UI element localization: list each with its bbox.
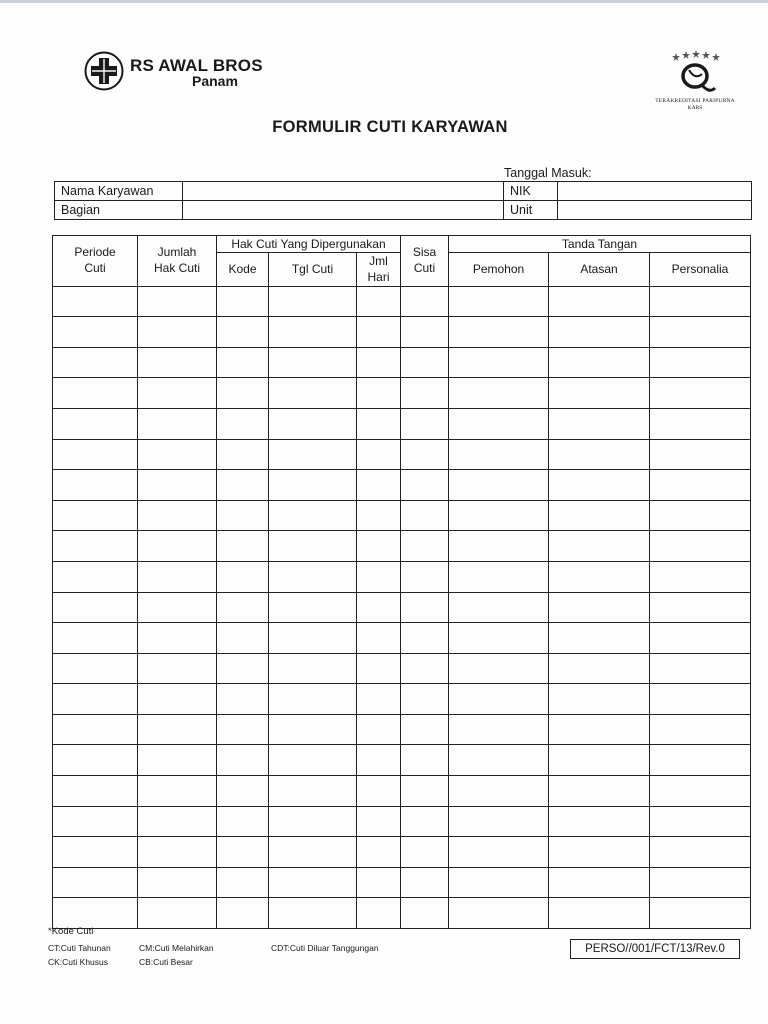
cell-jml-hari[interactable]: [357, 347, 401, 378]
cell-jml-hari[interactable]: [357, 378, 401, 409]
cell-pemohon[interactable]: [449, 867, 549, 898]
cell-pemohon[interactable]: [449, 347, 549, 378]
cell-atasan[interactable]: [549, 714, 650, 745]
cell-pemohon[interactable]: [449, 806, 549, 837]
cell-jumlah[interactable]: [138, 806, 217, 837]
cell-personalia[interactable]: [650, 408, 751, 439]
cell-tgl-cuti[interactable]: [269, 470, 357, 501]
table-row: [53, 439, 751, 470]
cell-jml-hari[interactable]: [357, 653, 401, 684]
cell-jml-hari[interactable]: [357, 408, 401, 439]
cell-atasan[interactable]: [549, 867, 650, 898]
cell-tgl-cuti[interactable]: [269, 714, 357, 745]
cell-periode[interactable]: [53, 898, 138, 929]
cell-sisa[interactable]: [401, 408, 449, 439]
accreditation-badge: [640, 50, 750, 112]
table-row: [53, 837, 751, 868]
cell-jumlah[interactable]: [138, 531, 217, 562]
header-atasan: Atasan: [549, 253, 650, 286]
legend-title: *Kode Cuti: [48, 926, 94, 937]
cell-tgl-cuti[interactable]: [269, 408, 357, 439]
cell-jumlah[interactable]: [138, 714, 217, 745]
cell-pemohon[interactable]: [449, 714, 549, 745]
cell-sisa[interactable]: [401, 317, 449, 348]
cell-atasan[interactable]: [549, 806, 650, 837]
scan-edge: [0, 0, 768, 3]
cell-pemohon[interactable]: [449, 837, 549, 868]
cell-jumlah[interactable]: [138, 898, 217, 929]
cell-sisa[interactable]: [401, 714, 449, 745]
cell-jml-hari[interactable]: [357, 867, 401, 898]
table-row: [53, 592, 751, 623]
cell-personalia[interactable]: [650, 561, 751, 592]
cell-periode[interactable]: [53, 561, 138, 592]
cell-kode[interactable]: [217, 470, 269, 501]
cell-atasan[interactable]: [549, 317, 650, 348]
cell-pemohon[interactable]: [449, 623, 549, 654]
cell-jumlah[interactable]: [138, 867, 217, 898]
cell-sisa[interactable]: [401, 500, 449, 531]
cell-pemohon[interactable]: [449, 408, 549, 439]
cell-kode[interactable]: [217, 561, 269, 592]
cell-jml-hari[interactable]: [357, 592, 401, 623]
bagian-label: Bagian: [55, 201, 183, 220]
cell-atasan[interactable]: [549, 439, 650, 470]
cell-periode[interactable]: [53, 439, 138, 470]
cell-jumlah[interactable]: [138, 684, 217, 715]
cell-tgl-cuti[interactable]: [269, 286, 357, 317]
cell-tgl-cuti[interactable]: [269, 592, 357, 623]
cell-atasan[interactable]: [549, 286, 650, 317]
cell-jml-hari[interactable]: [357, 898, 401, 929]
cell-tgl-cuti[interactable]: [269, 623, 357, 654]
accreditation-body: KARS: [687, 105, 703, 111]
cell-personalia[interactable]: [650, 653, 751, 684]
legend-cdt: CDT:Cuti Diluar Tanggungan: [271, 943, 379, 953]
cell-periode[interactable]: [53, 408, 138, 439]
table-row: [53, 898, 751, 929]
cell-tgl-cuti[interactable]: [269, 653, 357, 684]
leave-record-table: [52, 235, 751, 929]
cell-jumlah[interactable]: [138, 561, 217, 592]
cell-sisa[interactable]: [401, 684, 449, 715]
header-jumlah-hak-cuti: Jumlah Hak Cuti: [138, 236, 217, 287]
cell-sisa[interactable]: [401, 439, 449, 470]
cell-tgl-cuti[interactable]: [269, 347, 357, 378]
cell-atasan[interactable]: [549, 684, 650, 715]
cell-personalia[interactable]: [650, 500, 751, 531]
cell-kode[interactable]: [217, 500, 269, 531]
cell-jml-hari[interactable]: [357, 470, 401, 501]
cell-periode[interactable]: [53, 684, 138, 715]
cell-personalia[interactable]: [650, 623, 751, 654]
cell-jml-hari[interactable]: [357, 623, 401, 654]
cell-periode[interactable]: [53, 653, 138, 684]
table-row: [53, 470, 751, 501]
cell-kode[interactable]: [217, 623, 269, 654]
cell-pemohon[interactable]: [449, 531, 549, 562]
cell-tgl-cuti[interactable]: [269, 684, 357, 715]
cell-sisa[interactable]: [401, 623, 449, 654]
cell-atasan[interactable]: [549, 561, 650, 592]
accreditation-text: TERAKREDITASI PARIPURNA: [655, 98, 735, 104]
cell-personalia[interactable]: [650, 439, 751, 470]
cell-jumlah[interactable]: [138, 837, 217, 868]
cell-kode[interactable]: [217, 806, 269, 837]
cell-jml-hari[interactable]: [357, 806, 401, 837]
header-periode-cuti: Periode Cuti: [53, 236, 138, 287]
nama-karyawan-label: Nama Karyawan: [55, 182, 183, 201]
cell-atasan[interactable]: [549, 408, 650, 439]
cell-jml-hari[interactable]: [357, 776, 401, 807]
cell-jumlah[interactable]: [138, 623, 217, 654]
cross-logo-icon: [84, 51, 124, 91]
cell-periode[interactable]: [53, 470, 138, 501]
table-row: [53, 867, 751, 898]
cell-periode[interactable]: [53, 714, 138, 745]
cell-atasan[interactable]: [549, 837, 650, 868]
cell-periode[interactable]: [53, 378, 138, 409]
cell-sisa[interactable]: [401, 286, 449, 317]
table-row: [53, 347, 751, 378]
cell-tgl-cuti[interactable]: [269, 317, 357, 348]
header-sisa-cuti: Sisa Cuti: [401, 236, 449, 287]
cell-personalia[interactable]: [650, 470, 751, 501]
cell-tgl-cuti[interactable]: [269, 378, 357, 409]
cell-jml-hari[interactable]: [357, 317, 401, 348]
table-row: [53, 286, 751, 317]
cell-atasan[interactable]: [549, 653, 650, 684]
cell-sisa[interactable]: [401, 806, 449, 837]
cell-personalia[interactable]: [650, 592, 751, 623]
table-row: [53, 408, 751, 439]
cell-sisa[interactable]: [401, 378, 449, 409]
cell-jumlah[interactable]: [138, 317, 217, 348]
legend-cm: CM:Cuti Melahirkan: [139, 943, 214, 953]
cell-pemohon[interactable]: [449, 776, 549, 807]
cell-jml-hari[interactable]: [357, 561, 401, 592]
cell-jumlah[interactable]: [138, 592, 217, 623]
cell-personalia[interactable]: [650, 286, 751, 317]
cell-pemohon[interactable]: [449, 439, 549, 470]
cell-periode[interactable]: [53, 347, 138, 378]
header-pemohon: Pemohon: [449, 253, 549, 286]
cell-kode[interactable]: [217, 898, 269, 929]
cell-kode[interactable]: [217, 378, 269, 409]
cell-jml-hari[interactable]: [357, 745, 401, 776]
kars-seal-icon: [667, 50, 723, 98]
cell-pemohon[interactable]: [449, 317, 549, 348]
table-row: [53, 561, 751, 592]
cell-sisa[interactable]: [401, 531, 449, 562]
tanggal-masuk-label: Tanggal Masuk:: [504, 166, 592, 180]
cell-jml-hari[interactable]: [357, 837, 401, 868]
hospital-logo: [84, 50, 274, 92]
cell-atasan[interactable]: [549, 531, 650, 562]
cell-jml-hari[interactable]: [357, 714, 401, 745]
cell-kode[interactable]: [217, 347, 269, 378]
cell-personalia[interactable]: [650, 531, 751, 562]
cell-jumlah[interactable]: [138, 347, 217, 378]
cell-jml-hari[interactable]: [357, 439, 401, 470]
cell-atasan[interactable]: [549, 898, 650, 929]
cell-kode[interactable]: [217, 439, 269, 470]
hospital-branch: Panam: [192, 73, 238, 89]
header-jml-hari: Jml Hari: [357, 253, 401, 286]
cell-personalia[interactable]: [650, 317, 751, 348]
cell-sisa[interactable]: [401, 561, 449, 592]
cell-kode[interactable]: [217, 867, 269, 898]
cell-sisa[interactable]: [401, 592, 449, 623]
cell-tgl-cuti[interactable]: [269, 561, 357, 592]
table-row: [53, 623, 751, 654]
cell-sisa[interactable]: [401, 837, 449, 868]
bagian-field[interactable]: [183, 201, 504, 220]
cell-atasan[interactable]: [549, 745, 650, 776]
table-row: [53, 745, 751, 776]
legend-cb: CB:Cuti Besar: [139, 957, 193, 967]
cell-sisa[interactable]: [401, 867, 449, 898]
cell-tgl-cuti[interactable]: [269, 531, 357, 562]
cell-pemohon[interactable]: [449, 470, 549, 501]
header-personalia: Personalia: [650, 253, 751, 286]
table-row: [53, 653, 751, 684]
cell-kode[interactable]: [217, 653, 269, 684]
cell-atasan[interactable]: [549, 378, 650, 409]
table-row: [53, 531, 751, 562]
cell-personalia[interactable]: [650, 898, 751, 929]
cell-pemohon[interactable]: [449, 561, 549, 592]
cell-sisa[interactable]: [401, 653, 449, 684]
cell-sisa[interactable]: [401, 898, 449, 929]
header-hak-cuti-dipergunakan: Hak Cuti Yang Dipergunakan: [217, 236, 401, 253]
table-row: [53, 317, 751, 348]
cell-kode[interactable]: [217, 408, 269, 439]
table-row: [53, 378, 751, 409]
cell-jumlah[interactable]: [138, 500, 217, 531]
cell-personalia[interactable]: [650, 378, 751, 409]
cell-tgl-cuti[interactable]: [269, 837, 357, 868]
cell-personalia[interactable]: [650, 714, 751, 745]
cell-periode[interactable]: [53, 500, 138, 531]
cell-tgl-cuti[interactable]: [269, 776, 357, 807]
cell-atasan[interactable]: [549, 776, 650, 807]
cell-jml-hari[interactable]: [357, 286, 401, 317]
cell-personalia[interactable]: [650, 684, 751, 715]
cell-tgl-cuti[interactable]: [269, 745, 357, 776]
table-row: [53, 500, 751, 531]
legend-ct: CT:Cuti Tahunan: [48, 943, 111, 953]
cell-periode[interactable]: [53, 317, 138, 348]
cell-sisa[interactable]: [401, 745, 449, 776]
cell-jumlah[interactable]: [138, 653, 217, 684]
nik-label: NIK: [504, 182, 558, 201]
cell-kode[interactable]: [217, 776, 269, 807]
nik-field[interactable]: [558, 182, 752, 201]
cell-sisa[interactable]: [401, 470, 449, 501]
cell-pemohon[interactable]: [449, 684, 549, 715]
cell-periode[interactable]: [53, 806, 138, 837]
cell-jumlah[interactable]: [138, 439, 217, 470]
form-title: FORMULIR CUTI KARYAWAN: [272, 118, 508, 136]
cell-atasan[interactable]: [549, 500, 650, 531]
cell-periode[interactable]: [53, 837, 138, 868]
cell-atasan[interactable]: [549, 347, 650, 378]
table-row: [53, 776, 751, 807]
cell-pemohon[interactable]: [449, 898, 549, 929]
cell-periode[interactable]: [53, 286, 138, 317]
cell-jumlah[interactable]: [138, 286, 217, 317]
cell-periode[interactable]: [53, 592, 138, 623]
cell-jumlah[interactable]: [138, 745, 217, 776]
cell-jumlah[interactable]: [138, 408, 217, 439]
header-tgl-cuti: Tgl Cuti: [269, 253, 357, 286]
cell-personalia[interactable]: [650, 867, 751, 898]
cell-pemohon[interactable]: [449, 378, 549, 409]
unit-label: Unit: [504, 201, 558, 220]
cell-kode[interactable]: [217, 745, 269, 776]
cell-jml-hari[interactable]: [357, 531, 401, 562]
cell-pemohon[interactable]: [449, 500, 549, 531]
cell-kode[interactable]: [217, 714, 269, 745]
document-code: PERSO//001/FCT/13/Rev.0: [570, 939, 740, 959]
cell-personalia[interactable]: [650, 806, 751, 837]
cell-tgl-cuti[interactable]: [269, 806, 357, 837]
cell-jumlah[interactable]: [138, 776, 217, 807]
cell-atasan[interactable]: [549, 623, 650, 654]
cell-sisa[interactable]: [401, 347, 449, 378]
legend-ck: CK:Cuti Khusus: [48, 957, 108, 967]
cell-atasan[interactable]: [549, 470, 650, 501]
table-row: [53, 714, 751, 745]
cell-atasan[interactable]: [549, 592, 650, 623]
cell-periode[interactable]: [53, 623, 138, 654]
cell-personalia[interactable]: [650, 745, 751, 776]
cell-sisa[interactable]: [401, 776, 449, 807]
employee-identity-table: [54, 181, 752, 220]
cell-periode[interactable]: [53, 745, 138, 776]
cell-tgl-cuti[interactable]: [269, 898, 357, 929]
cell-kode[interactable]: [217, 592, 269, 623]
cell-jumlah[interactable]: [138, 470, 217, 501]
nama-karyawan-field[interactable]: [183, 182, 504, 201]
cell-pemohon[interactable]: [449, 745, 549, 776]
cell-tgl-cuti[interactable]: [269, 867, 357, 898]
table-row: [53, 684, 751, 715]
cell-kode[interactable]: [217, 684, 269, 715]
cell-kode[interactable]: [217, 317, 269, 348]
cell-pemohon[interactable]: [449, 286, 549, 317]
hospital-name: RS AWAL BROS: [130, 56, 263, 75]
cell-personalia[interactable]: [650, 837, 751, 868]
cell-jumlah[interactable]: [138, 378, 217, 409]
cell-periode[interactable]: [53, 776, 138, 807]
cell-pemohon[interactable]: [449, 592, 549, 623]
cell-tgl-cuti[interactable]: [269, 439, 357, 470]
cell-kode[interactable]: [217, 837, 269, 868]
cell-personalia[interactable]: [650, 776, 751, 807]
cell-pemohon[interactable]: [449, 653, 549, 684]
cell-kode[interactable]: [217, 531, 269, 562]
cell-periode[interactable]: [53, 867, 138, 898]
header-tanda-tangan: Tanda Tangan: [449, 236, 751, 253]
cell-jml-hari[interactable]: [357, 684, 401, 715]
unit-field[interactable]: [558, 201, 752, 220]
cell-jml-hari[interactable]: [357, 500, 401, 531]
cell-tgl-cuti[interactable]: [269, 500, 357, 531]
cell-periode[interactable]: [53, 531, 138, 562]
cell-personalia[interactable]: [650, 347, 751, 378]
table-row: [53, 806, 751, 837]
cell-kode[interactable]: [217, 286, 269, 317]
header-kode: Kode: [217, 253, 269, 286]
